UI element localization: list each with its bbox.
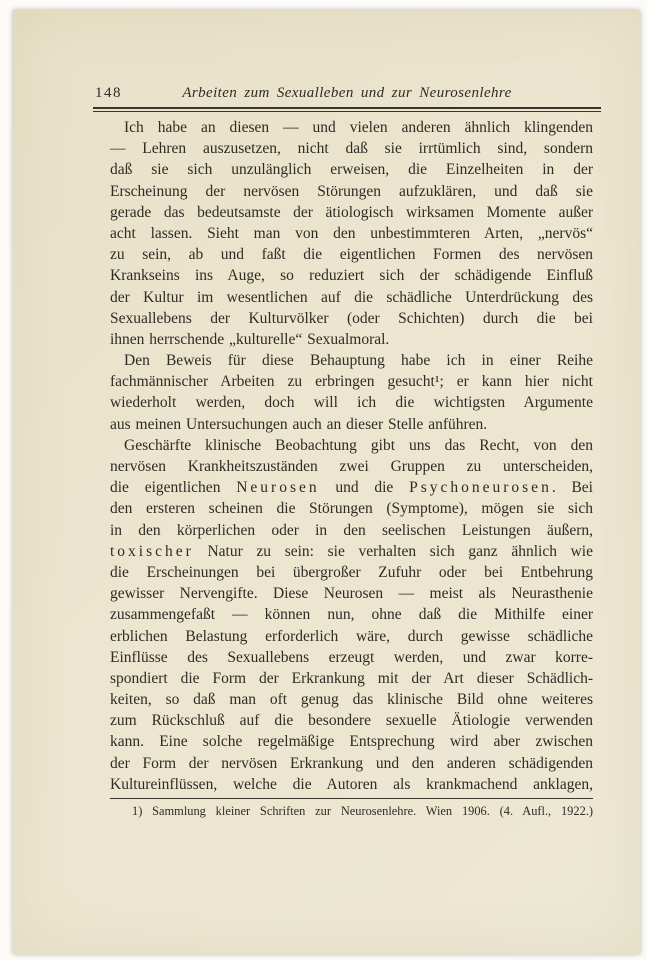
- running-header: [93, 82, 601, 112]
- text-segment: keiten, so daß man oft genug das klinische Bild ohne weiteres: [110, 691, 593, 709]
- text-segment: erblichen Belastung erforderlich wäre, durch gewisse schädliche: [110, 627, 593, 645]
- text-line: [110, 520, 593, 541]
- paragraph: [110, 435, 593, 795]
- text-segment: — Lehren auszusetzen, nicht daß sie irrtümlich sind, sondern: [110, 140, 593, 158]
- footnote-text: 1) Sammlung kleiner Schriften zur Neurosenlehre. Wien 1906. (4. Aufl., 1922.): [132, 804, 593, 818]
- text-line: [110, 202, 593, 223]
- text-line: [110, 668, 593, 689]
- text-line: [110, 138, 593, 159]
- letterspaced-term: toxischer: [110, 542, 194, 560]
- text-line: [110, 392, 593, 413]
- header-rule-thick: [93, 107, 601, 109]
- header-rule-thin: [93, 111, 601, 112]
- text-line: [110, 753, 593, 774]
- text-segment: der Form der nervösen Erkrankung und den anderen schädigenden: [110, 754, 593, 772]
- text-segment: Kultureinflüssen, welche die Autoren als krankmachend anklagen,: [110, 775, 593, 793]
- text-segment: nervösen Krankheitszuständen zwei Gruppen zu unterscheiden,: [110, 458, 593, 475]
- text-segment: acht lassen. Sieht man von den unbestimmteren Arten, „nervös“: [110, 224, 593, 242]
- text-segment: kann. Eine solche regelmäßige Entsprechung wird aber zwischen: [110, 733, 593, 751]
- text-line: [110, 477, 593, 498]
- text-segment: der Kultur im wesentlichen auf die schädliche Unterdrückung des: [110, 288, 593, 306]
- text-segment: den ersteren scheinen die Störungen (Symptome), mögen sie sich: [110, 500, 593, 518]
- header-row: [93, 82, 601, 102]
- text-line: [110, 117, 593, 138]
- text-line: [110, 498, 593, 519]
- text-segment: zusammengefaßt — können nun, ohne daß die Mithilfe einer: [110, 606, 593, 624]
- text-line: [110, 456, 593, 477]
- book-page: [13, 10, 640, 954]
- text-segment: . Bei: [551, 479, 593, 497]
- page-number: 148: [95, 85, 122, 101]
- text-segment: daß sie sich unzulänglich erweisen, die Einzelheiten in der: [110, 161, 593, 179]
- text-line: [110, 371, 593, 392]
- text-segment: gewisser Nervengifte. Diese Neurosen — meist als Neurasthenie: [110, 585, 593, 603]
- text-line: [110, 265, 593, 286]
- text-line: [110, 414, 593, 435]
- letterspaced-term: Neurosen: [236, 479, 320, 497]
- letterspaced-term: Psychoneurosen: [409, 479, 552, 497]
- text-segment: und die: [319, 479, 410, 497]
- text-segment: Erscheinung der nervösen Störungen aufzuklären, und daß sie: [110, 182, 593, 200]
- text-line: [110, 329, 593, 350]
- text-line: [110, 181, 593, 202]
- text-segment: spondiert die Form der Erkrankung mit der Art dieser Schädlich-: [110, 669, 593, 687]
- text-line: [110, 689, 593, 710]
- text-line: [110, 604, 593, 625]
- text-segment: Ich habe an diesen — und vielen anderen ähnlich klingenden: [124, 119, 593, 136]
- text-line: [110, 774, 593, 795]
- text-segment: die Erscheinungen bei übergroßer Zufuhr oder bei Entbehrung: [110, 563, 593, 581]
- text-segment: Sexuallebens der Kulturvölker (oder Schichten) durch die bei: [110, 309, 593, 327]
- text-segment: aus meinen Untersuchungen auch an dieser Stelle anführen.: [110, 415, 488, 433]
- paragraph: [110, 117, 593, 350]
- text-line: [110, 626, 593, 647]
- paragraph: [110, 350, 593, 435]
- text-segment: gerade das bedeutsamste der ätiologisch wirksamen Momente außer: [110, 203, 593, 221]
- running-head-title: Arbeiten zum Sexualleben und zur Neurosenlehre: [182, 85, 512, 101]
- text-segment: Krankseins ins Auge, so reduziert sich der schädigende Einfluß: [110, 267, 593, 285]
- text-segment: Geschärfte klinische Beobachtung gibt uns das Recht, von den: [124, 436, 593, 454]
- text-segment: Natur zu sein: sie verhalten sich ganz ähnlich wie: [193, 542, 593, 560]
- text-segment: zum Rückschluß auf die besondere sexuelle Ätiologie verwenden: [110, 712, 593, 730]
- text-line: [110, 710, 593, 731]
- text-line: [110, 223, 593, 244]
- text-line: [110, 731, 593, 752]
- footnote-separator-rule: [110, 798, 593, 799]
- text-line: [110, 435, 593, 456]
- text-segment: die eigentlichen: [110, 479, 237, 497]
- body-text: [110, 117, 593, 819]
- text-segment: zu sein, ab und faßt die eigentlichen Formen des nervösen: [110, 246, 593, 264]
- text-line: [110, 647, 593, 668]
- text-line: [110, 308, 593, 329]
- text-line: [110, 244, 593, 265]
- text-line: [110, 159, 593, 180]
- text-segment: wiederholt werden, doch will ich die wichtigsten Argumente: [110, 394, 593, 412]
- text-segment: ihnen herrschende „kulturelle“ Sexualmoral.: [110, 330, 390, 348]
- text-line: [110, 541, 593, 562]
- text-segment: fachmännischer Arbeiten zu erbringen gesucht¹; er kann hier nicht: [110, 373, 593, 391]
- text-segment: Den Beweis für diese Behauptung habe ich in einer Reihe: [124, 352, 593, 370]
- text-line: [110, 583, 593, 604]
- text-line: [110, 562, 593, 583]
- text-segment: Einflüsse des Sexuallebens erzeugt werden, und zwar korre-: [110, 648, 593, 666]
- text-line: [110, 350, 593, 371]
- text-segment: in den körperlichen oder in den seelischen Leistungen äußern,: [110, 521, 593, 539]
- text-line: [110, 287, 593, 308]
